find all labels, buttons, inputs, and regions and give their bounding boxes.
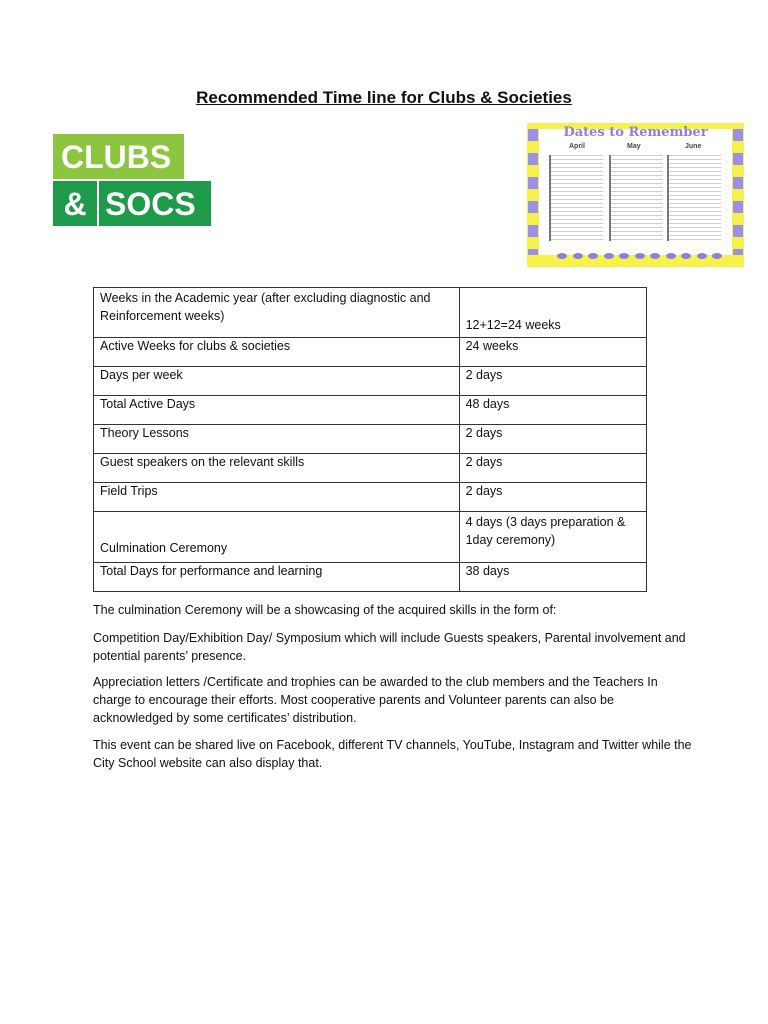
table-row [94, 563, 647, 592]
row-value: 12+12=24 weeks [459, 288, 646, 338]
month-june: June [685, 143, 702, 150]
paragraph: Competition Day/Exhibition Day/ Symposium which will include Guests speakers, Parental involvement and potential parents’ presence. [93, 631, 686, 663]
table-row [94, 425, 647, 454]
month-may: May [627, 143, 641, 150]
paragraph: This event can be shared live on Facebook, different TV channels, YouTube, Instagram and Twitter while the City School website can also display that. [93, 738, 692, 770]
dates-column [609, 155, 663, 241]
month-april: April [569, 143, 585, 150]
row-label: Active Weeks for clubs & societies [94, 338, 460, 367]
row-value: 48 days [459, 396, 646, 425]
dates-column [549, 155, 603, 241]
page-title: Recommended Time line for Clubs & Societies [196, 88, 572, 107]
table-row [94, 483, 647, 512]
row-label: Field Trips [94, 483, 460, 512]
table-row [94, 288, 647, 338]
logo-socs-text: SOCS [105, 186, 196, 222]
row-label: Total Active Days [94, 396, 460, 425]
row-value: 4 days (3 days preparation & 1day ceremony) [459, 512, 646, 563]
row-value: 38 days [459, 563, 646, 592]
dot-border [557, 253, 722, 261]
dates-to-remember-image [527, 123, 744, 267]
row-value: 2 days [459, 425, 646, 454]
timeline-table [93, 287, 647, 592]
row-label: Theory Lessons [94, 425, 460, 454]
table-row [94, 396, 647, 425]
logo-clubs-text: CLUBS [53, 134, 184, 179]
row-label: Total Days for performance and learning [94, 563, 460, 592]
table-row [94, 367, 647, 396]
table-row [94, 512, 647, 563]
row-value: 2 days [459, 483, 646, 512]
paragraph: The culmination Ceremony will be a showcasing of the acquired skills in the form of: [93, 603, 557, 617]
row-label: Weeks in the Academic year (after excluding diagnostic and Reinforcement weeks) [94, 288, 460, 338]
logo-ampersand: & [63, 186, 87, 222]
paragraph: Appreciation letters /Certificate and trophies can be awarded to the club members and the Teachers In charge to encourage their efforts. Most cooperative parents and Volunteer parents can also be acknowledged by some certificates’ distribution. [93, 675, 658, 725]
row-label: Days per week [94, 367, 460, 396]
table-row [94, 454, 647, 483]
row-value: 2 days [459, 454, 646, 483]
dates-column [667, 155, 721, 241]
row-label: Guest speakers on the relevant skills [94, 454, 460, 483]
row-value: 24 weeks [459, 338, 646, 367]
dates-heading: Dates to Remember [563, 125, 708, 140]
row-label: Culmination Ceremony [94, 512, 460, 563]
clubs-socs-logo [53, 134, 211, 226]
row-value: 2 days [459, 367, 646, 396]
table-row [94, 338, 647, 367]
